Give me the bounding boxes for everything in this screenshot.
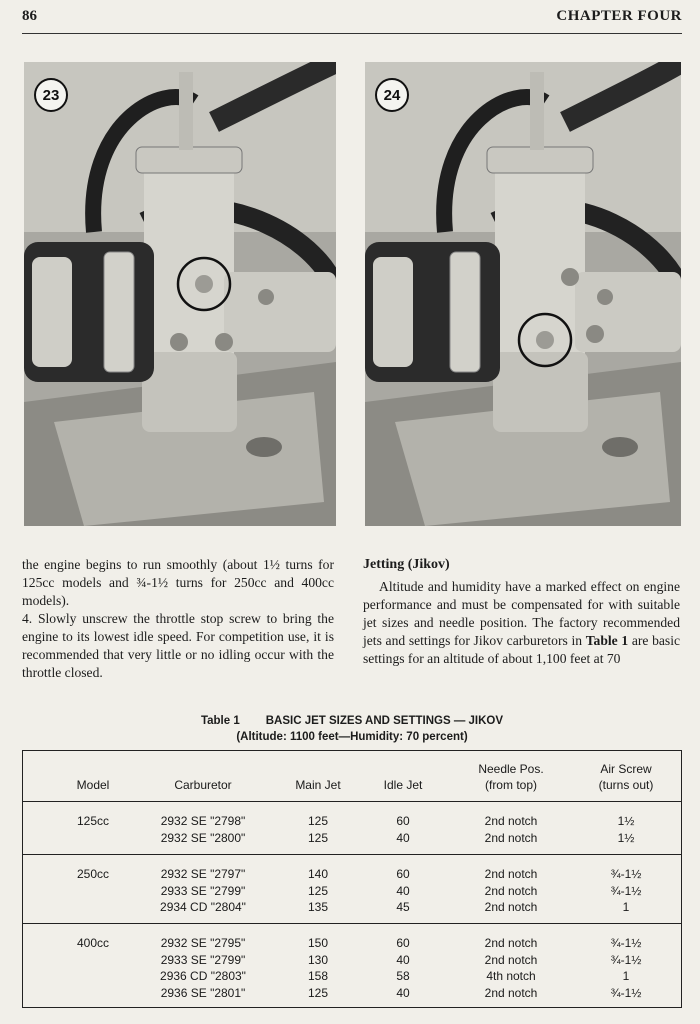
table-row [23, 883, 681, 899]
cell-main-jet: 125 [307, 883, 329, 898]
table-row [23, 813, 681, 829]
header-air-line2: (turns out) [598, 778, 654, 792]
cell-main-jet: 150 [307, 936, 329, 950]
table-subtitle: (Altitude: 1100 feet—Humidity: 70 percent) [236, 731, 468, 743]
cell-idle-jet: 40 [396, 952, 410, 967]
table-row [23, 935, 681, 951]
cell-main-jet: 125 [307, 830, 329, 845]
table-title-line [22, 713, 682, 729]
right-column [363, 556, 680, 668]
table-row [23, 952, 681, 968]
header-needle-pos [451, 761, 571, 793]
cell-model: 125cc [76, 814, 110, 828]
cell-carburetor: 2936 SE "2801" [160, 985, 246, 1000]
cell-air-screw: 1½ [617, 830, 635, 845]
cell-carburetor: 2932 SE "2797" [160, 867, 246, 881]
figure-23-label: 23 [34, 78, 68, 112]
jetting-paragraph [363, 578, 680, 668]
table-group [23, 923, 681, 1007]
cell-carburetor: 2932 SE "2795" [160, 936, 246, 950]
jetting-text-part1: Altitude and humidity have a marked effect on engine performance and must be compensated for with suitable jet sizes and needle position. The factory recommended jets and settings for Jikov carburetors in [363, 579, 680, 648]
cell-air-screw: 1 [622, 900, 630, 914]
jetting-text-part2: are basic settings for an altitude of about 1,100 feet at 70 [363, 633, 681, 666]
table-group [23, 801, 681, 855]
page-header [22, 8, 682, 30]
carburetor-photo-23 [24, 62, 336, 526]
table-row [23, 968, 681, 984]
jet-settings-table [22, 750, 682, 1008]
header-needle-line1: Needle Pos. [478, 762, 544, 776]
cell-idle-jet: 60 [396, 814, 410, 828]
cell-needle-pos: 2nd notch [484, 867, 538, 881]
cell-main-jet: 130 [307, 952, 329, 967]
cell-main-jet: 135 [307, 900, 329, 914]
cell-idle-jet: 40 [396, 985, 410, 1000]
cell-needle-pos: 2nd notch [484, 883, 538, 898]
cell-carburetor: 2933 SE "2799" [160, 952, 246, 967]
carburetor-photo-24 [365, 62, 681, 526]
header-rule [22, 33, 682, 34]
cell-carburetor: 2936 CD "2803" [160, 969, 246, 983]
cell-main-jet: 140 [307, 867, 329, 881]
header-air-line1: Air Screw [600, 762, 652, 776]
table-number: Table 1 [200, 715, 240, 727]
section-heading: Jetting (Jikov) [363, 557, 450, 572]
cell-air-screw: ¾-1½ [610, 985, 642, 1000]
cell-carburetor: 2932 SE "2800" [160, 830, 246, 845]
cell-idle-jet: 40 [396, 883, 410, 898]
cell-needle-pos: 2nd notch [484, 814, 538, 828]
step-4-paragraph: 4. Slowly unscrew the throttle stop screw to bring the engine to its lowest idle speed. For competition use, it is recommended that very little or no idling occur with the throttle closed. [22, 611, 334, 680]
figure-24-photo [365, 62, 681, 526]
table-title: BASIC JET SIZES AND SETTINGS — JIKOV [265, 715, 504, 727]
cell-air-screw: 1 [622, 969, 630, 983]
cell-needle-pos: 2nd notch [484, 936, 538, 950]
cell-needle-pos: 4th notch [486, 969, 536, 983]
cell-main-jet: 125 [307, 814, 329, 828]
chapter-title: CHAPTER FOUR [556, 8, 682, 24]
table-header-row [23, 751, 681, 802]
left-column [22, 556, 334, 682]
table-row [23, 866, 681, 882]
cell-idle-jet: 60 [396, 936, 410, 950]
header-main-jet: Main Jet [295, 778, 341, 792]
cell-model: 250cc [76, 867, 110, 881]
cell-air-screw: ¾-1½ [610, 952, 642, 967]
cell-air-screw: ¾-1½ [610, 867, 642, 881]
page-number: 86 [22, 8, 37, 24]
table-group [23, 854, 681, 924]
figure-24-label: 24 [375, 78, 409, 112]
cell-air-screw: 1½ [617, 814, 635, 828]
cell-needle-pos: 2nd notch [484, 830, 538, 845]
cell-carburetor: 2934 CD "2804" [160, 900, 246, 914]
header-idle-jet: Idle Jet [383, 778, 423, 792]
cell-model: 400cc [76, 936, 110, 950]
header-air-screw [571, 761, 681, 793]
cell-air-screw: ¾-1½ [610, 936, 642, 950]
cell-idle-jet: 60 [396, 867, 410, 881]
paragraph-continued: the engine begins to run smoothly (about 1½ turns for 125cc models and ¾-1½ turns for 250cc and 400cc models). [22, 557, 334, 608]
cell-idle-jet: 45 [396, 900, 410, 914]
cell-needle-pos: 2nd notch [484, 952, 538, 967]
header-needle-line2: (from top) [484, 778, 537, 792]
cell-idle-jet: 40 [396, 830, 410, 845]
cell-needle-pos: 2nd notch [484, 985, 538, 1000]
cell-carburetor: 2932 SE "2798" [160, 814, 246, 828]
header-model: Model [76, 778, 110, 792]
cell-carburetor: 2933 SE "2799" [160, 883, 246, 898]
cell-main-jet: 158 [307, 969, 329, 983]
figure-23-photo [24, 62, 336, 526]
table-row [23, 985, 681, 1001]
header-carburetor: Carburetor [174, 778, 232, 792]
table-caption [22, 713, 682, 745]
cell-main-jet: 125 [307, 985, 329, 1000]
cell-air-screw: ¾-1½ [610, 883, 642, 898]
cell-idle-jet: 58 [396, 969, 410, 983]
table-reference: Table 1 [585, 633, 629, 648]
cell-needle-pos: 2nd notch [484, 900, 538, 914]
table-row [23, 830, 681, 846]
table-row [23, 899, 681, 915]
